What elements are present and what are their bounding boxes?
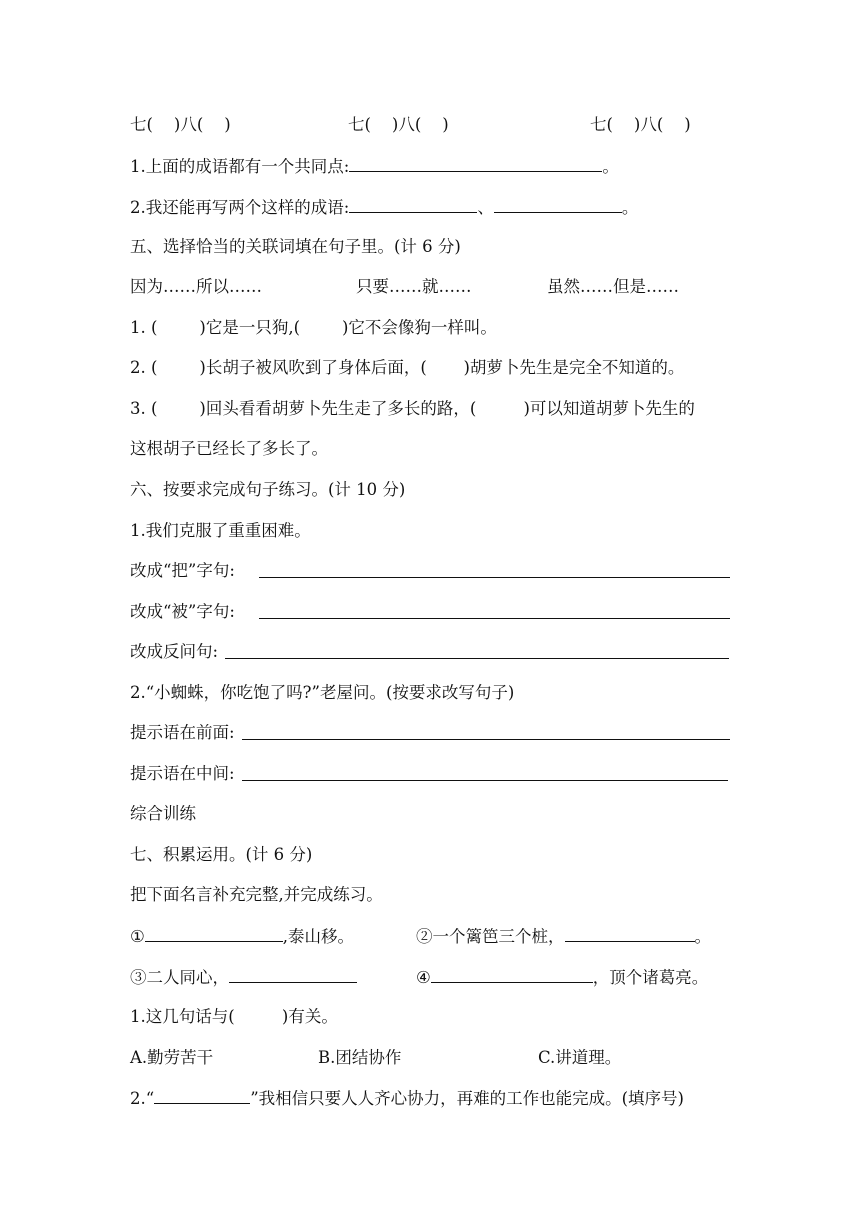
q7-instruction: 把下面名言补充完整,并完成练习。 [130, 885, 383, 904]
proverb-1 [130, 925, 354, 948]
q4-item-2-blank-1[interactable] [349, 196, 477, 213]
proverb-4-blank[interactable] [431, 966, 593, 983]
proverb-1-text: ,泰山移。 [282, 927, 355, 946]
q5-option-2: 只要……就…… [356, 277, 472, 296]
q5-heading: 五、选择恰当的关联词填在句子里。(计 6 分) [130, 237, 461, 256]
q6-rhetorical-answer-line[interactable] [225, 658, 729, 659]
q4-item-1-blank[interactable] [349, 155, 602, 172]
proverb-2-period: 。 [694, 927, 711, 946]
proverb-1-mark: ① [130, 927, 145, 946]
proverb-3-text: ③二人同心， [130, 968, 229, 987]
q7-question-2-text: ”我相信只要人人齐心协力，再难的工作也能完成。(填序号) [250, 1089, 684, 1108]
section-title: 综合训练 [130, 804, 196, 823]
q6-item-1: 1.我们克服了重重困难。 [130, 521, 311, 540]
q5-sentence-3-cont: 这根胡子已经长了多长了。 [130, 439, 328, 458]
q6-front-label: 提示语在前面: [130, 723, 235, 742]
q4-item-2-text: 2.我还能再写两个这样的成语: [130, 198, 350, 217]
proverb-4-mark: ④ [416, 968, 431, 987]
q4-item-1-text: 1.上面的成语都有一个共同点: [130, 157, 350, 176]
proverb-4-text: ，顶个诸葛亮。 [592, 968, 709, 987]
q5-option-1: 因为……所以…… [130, 277, 262, 296]
q4-item-2 [130, 196, 638, 219]
q4-item-1-period: 。 [602, 157, 619, 176]
q6-rhetorical-label: 改成反问句: [130, 642, 219, 661]
choice-b[interactable]: B.团结协作 [318, 1048, 402, 1067]
q6-front-answer-line[interactable] [242, 739, 730, 740]
q6-middle-answer-line[interactable] [242, 780, 728, 781]
proverb-4 [416, 966, 708, 989]
q6-bei-answer-line[interactable] [259, 618, 730, 619]
q6-item-2: 2.“小蜘蛛，你吃饱了吗?”老屋问。(按要求改写句子) [130, 683, 515, 702]
q7-question-2 [130, 1087, 684, 1110]
q4-item-2-blank-2[interactable] [494, 196, 622, 213]
proverb-3 [130, 966, 357, 989]
idiom-blank-2[interactable]: 七( )八( ) [348, 115, 449, 134]
q6-middle-label: 提示语在中间: [130, 764, 235, 783]
proverb-2-blank[interactable] [565, 925, 695, 942]
q7-question-2-open: 2.“ [130, 1089, 155, 1108]
idiom-blank-3[interactable]: 七( )八( ) [590, 115, 691, 134]
q5-sentence-3[interactable]: 3. ( )回头看看胡萝卜先生走了多长的路，( )可以知道胡萝卜先生的 [130, 399, 695, 418]
q6-ba-answer-line[interactable] [259, 577, 730, 578]
q5-option-3: 虽然……但是…… [547, 277, 679, 296]
q4-item-2-sep: 、 [477, 198, 494, 217]
proverb-2 [416, 925, 711, 948]
q6-bei-label: 改成“被”字句: [130, 602, 235, 621]
q5-sentence-1[interactable]: 1. ( )它是一只狗,( )它不会像狗一样叫。 [130, 318, 497, 337]
proverb-2-text: ②一个篱笆三个桩， [416, 927, 565, 946]
q6-heading: 六、按要求完成句子练习。(计 10 分) [130, 480, 406, 499]
idiom-blank-1[interactable]: 七( )八( ) [130, 115, 231, 134]
q6-ba-label: 改成“把”字句: [130, 561, 235, 580]
choice-c[interactable]: C.讲道理。 [538, 1048, 622, 1067]
q7-question-1[interactable]: 1.这几句话与( )有关。 [130, 1007, 338, 1026]
choice-a[interactable]: A.勤劳苦干 [130, 1048, 214, 1067]
q4-item-1 [130, 155, 619, 178]
proverb-3-blank[interactable] [229, 966, 357, 983]
q4-item-2-period: 。 [621, 198, 639, 217]
q7-heading: 七、积累运用。(计 6 分) [130, 845, 313, 864]
q7-question-2-blank[interactable] [154, 1087, 250, 1104]
q5-sentence-2[interactable]: 2. ( )长胡子被风吹到了身体后面，( )胡萝卜先生是完全不知道的。 [130, 358, 685, 377]
proverb-1-blank[interactable] [145, 925, 283, 942]
